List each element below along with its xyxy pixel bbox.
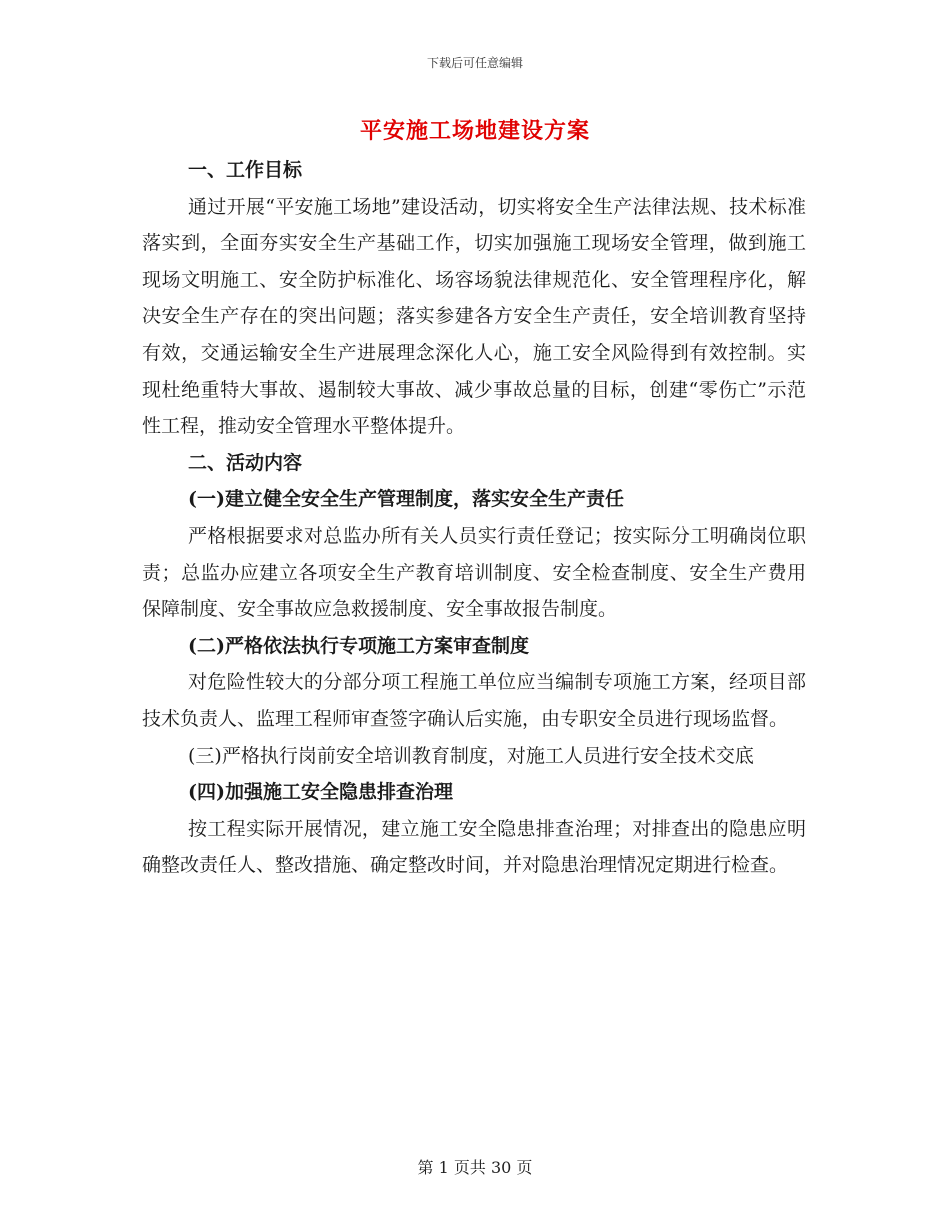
subsection-4-heading: (四)加强施工安全隐患排查治理	[188, 781, 453, 804]
subsection-3-text: (三)严格执行岗前安全培训教育制度，对施工人员进行安全技术交底	[188, 744, 754, 767]
document-title: 平安施工场地建设方案	[359, 118, 590, 144]
subsection-2-paragraph: 对危险性较大的分部分项工程施工单位应当编制专项施工方案，经项目部技术负责人、监理工程师审查签字确认后实施，由专职安全员进行现场监督。	[142, 671, 806, 730]
page-footer: 第 1 页共 30 页	[417, 1158, 533, 1177]
document-body	[142, 152, 806, 884]
section-2-heading: 二、活动内容	[188, 451, 303, 474]
subsection-1-paragraph: 严格根据要求对总监办所有关人员实行责任登记；按实际分工明确岗位职责；总监办应建立各项安全生产教育培训制度、安全检查制度、安全生产费用保障制度、安全事故应急救援制度、安全事故报告制度。	[142, 524, 806, 621]
subsection-4-paragraph: 按工程实际开展情况，建立施工安全隐患排查治理；对排查出的隐患应明确整改责任人、整改措施、确定整改时间，并对隐患治理情况定期进行检查。	[142, 817, 806, 877]
section-1-paragraph: 通过开展“平安施工场地”建设活动，切实将安全生产法律法规、技术标准落实到，全面夯实安全生产基础工作，切实加强施工现场安全管理，做到施工现场文明施工、安全防护标准化、场容场貌法律规范化、安全管理程序化，解决安全生产存在的突出问题；落实参建各方安全生产责任，安全培训教育坚持有效，交通运输安全生产进展理念深化人心，施工安全风险得到有效控制。实现杜绝重特大事故、遏制较大事故、减少事故总量的目标，创建“零伤亡”示范性工程，推动安全管理水平整体提升。	[142, 195, 806, 438]
subsection-2-heading: (二)严格依法执行专项施工方案审查制度	[188, 634, 529, 657]
subsection-1-heading: (一)建立健全安全生产管理制度，落实安全生产责任	[188, 488, 624, 511]
header-note: 下载后可任意编辑	[426, 56, 523, 70]
section-1-heading: 一、工作目标	[188, 159, 303, 181]
